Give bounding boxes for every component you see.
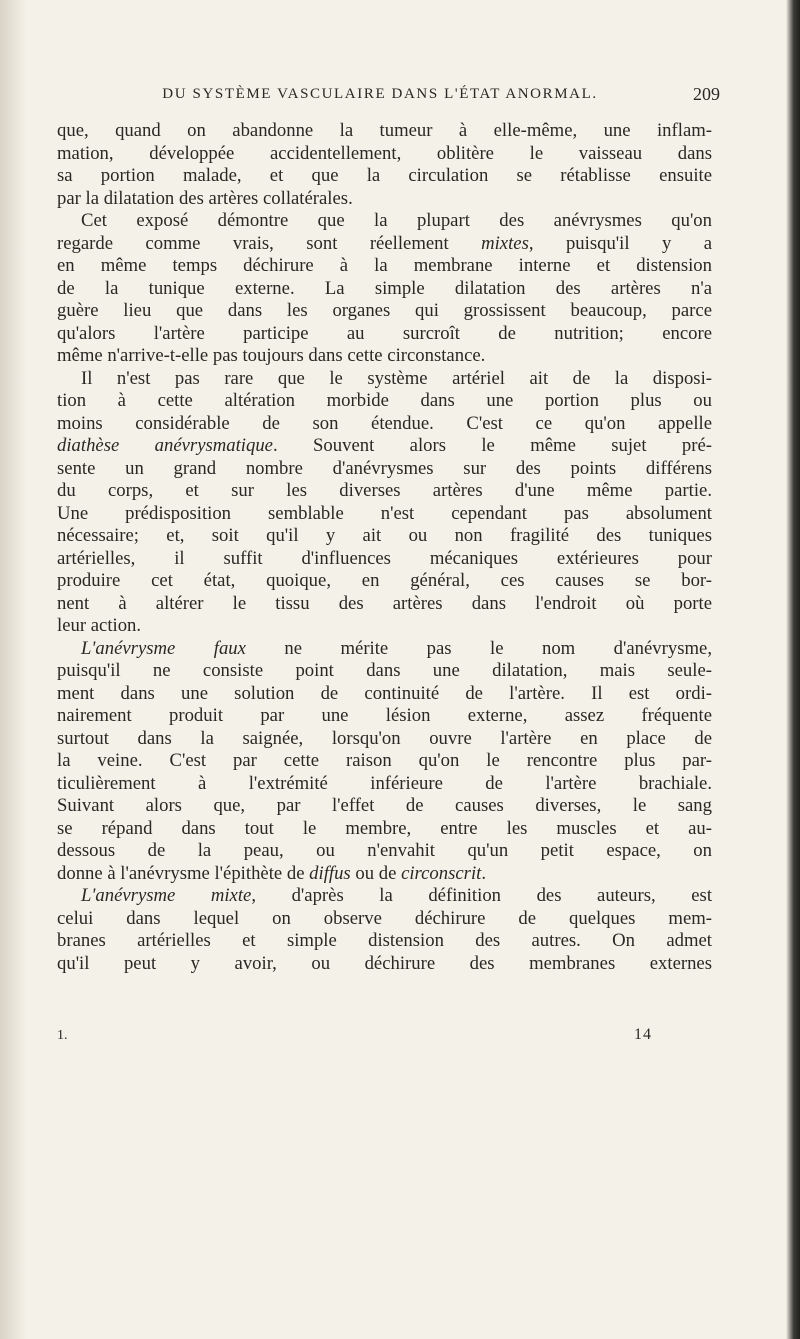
body-text <box>57 120 712 975</box>
text-line: se répand dans tout le membre, entre les muscles et au- <box>57 817 712 839</box>
text-line: tion à cette altération morbide dans une portion plus ou <box>57 390 712 411</box>
text-line: que, quand on abandonne la tumeur à elle-même, une inflam- <box>57 120 712 141</box>
text-line: puisqu'il ne consiste point dans une dilatation, mais seule- <box>57 660 712 681</box>
text-line: en même temps déchirure à la membrane interne et distension <box>57 255 712 276</box>
text-line: artérielles, il suffit d'influences mécaniques extérieures pour <box>57 547 712 569</box>
text-line: ticulièrement à l'extrémité inférieure de l'artère brachiale. <box>57 772 712 794</box>
signature-mark: 14 <box>634 1026 652 1043</box>
text-line: surtout dans la saignée, lorsqu'on ouvre l'artère en place de <box>57 727 712 749</box>
paragraph <box>57 638 712 886</box>
text-line: nent à altérer le tissu des artères dans l'endroit où porte <box>57 592 712 614</box>
page-number: 209 <box>693 84 720 104</box>
text-line: Suivant alors que, par l'effet de causes diverses, le sang <box>57 795 712 816</box>
binding-gutter-shadow <box>0 0 26 1339</box>
page-edge-shadow <box>786 0 800 1339</box>
page-header <box>100 86 720 110</box>
text-line: par la dilatation des artères collatérales. <box>57 187 353 209</box>
text-line: même n'arrive-t-elle pas toujours dans cette circonstance. <box>57 345 486 366</box>
text-line: leur action. <box>57 615 142 636</box>
text-line: sa portion malade, et que la circulation se rétablisse ensuite <box>57 165 712 186</box>
paragraph <box>57 368 712 638</box>
text-line: Il n'est pas rare que le système artériel ait de la disposi- <box>81 367 712 389</box>
text-line: mation, développée accidentellement, oblitère le vaisseau dans <box>57 142 712 164</box>
text-line: qu'alors l'artère participe au surcroît de nutrition; encore <box>57 322 712 344</box>
text-line: Une prédisposition semblable n'est cependant pas absolument <box>57 502 712 524</box>
text-line: guère lieu que dans les organes qui grossissent beaucoup, parce <box>57 300 712 321</box>
text-line: la veine. C'est par cette raison qu'on le rencontre plus par- <box>57 750 712 771</box>
text-line: produire cet état, quoique, en général, ces causes se bor- <box>57 570 712 591</box>
text-line: celui dans lequel on observe déchirure de quelques mem- <box>57 907 712 929</box>
text-line: qu'il peut y avoir, ou déchirure des membranes externes <box>57 952 712 974</box>
text-line: regarde comme vrais, sont réellement mixtes, puisqu'il y a <box>57 232 713 254</box>
text-line: donne à l'anévrysme l'épithète de diffus ou de circonscrit. <box>57 862 487 884</box>
text-line: ment dans une solution de continuité de l'artère. Il est ordi- <box>57 682 712 704</box>
text-line: nécessaire; et, soit qu'il y ait ou non fragilité des tuniques <box>57 525 712 546</box>
text-line: moins considérable de son étendue. C'est ce qu'on appelle <box>57 412 712 434</box>
text-line: dessous de la peau, ou n'envahit qu'un petit espace, on <box>57 840 712 861</box>
paragraph <box>57 885 712 975</box>
text-line: du corps, et sur les diverses artères d'une même partie. <box>57 480 712 501</box>
paragraph <box>57 210 712 368</box>
text-line: L'anévrysme mixte, d'après la définition des auteurs, est <box>81 885 713 906</box>
footnote-mark: 1. <box>57 1028 68 1043</box>
paragraph <box>57 120 712 210</box>
text-line: L'anévrysme faux ne mérite pas le nom d'anévrysme, <box>81 637 712 659</box>
text-line: Cet exposé démontre que la plupart des anévrysmes qu'on <box>81 210 712 231</box>
text-line: de la tunique externe. La simple dilatation des artères n'a <box>57 277 712 299</box>
text-line: nairement produit par une lésion externe, assez fréquente <box>57 705 712 726</box>
text-line: sente un grand nombre d'anévrysmes sur des points différens <box>57 457 712 479</box>
text-line: branes artérielles et simple distension des autres. On admet <box>57 930 712 951</box>
running-head: DU SYSTÈME VASCULAIRE DANS L'ÉTAT ANORMAL. <box>162 86 598 102</box>
text-line: diathèse anévrysmatique. Souvent alors le même sujet pré- <box>57 435 712 456</box>
